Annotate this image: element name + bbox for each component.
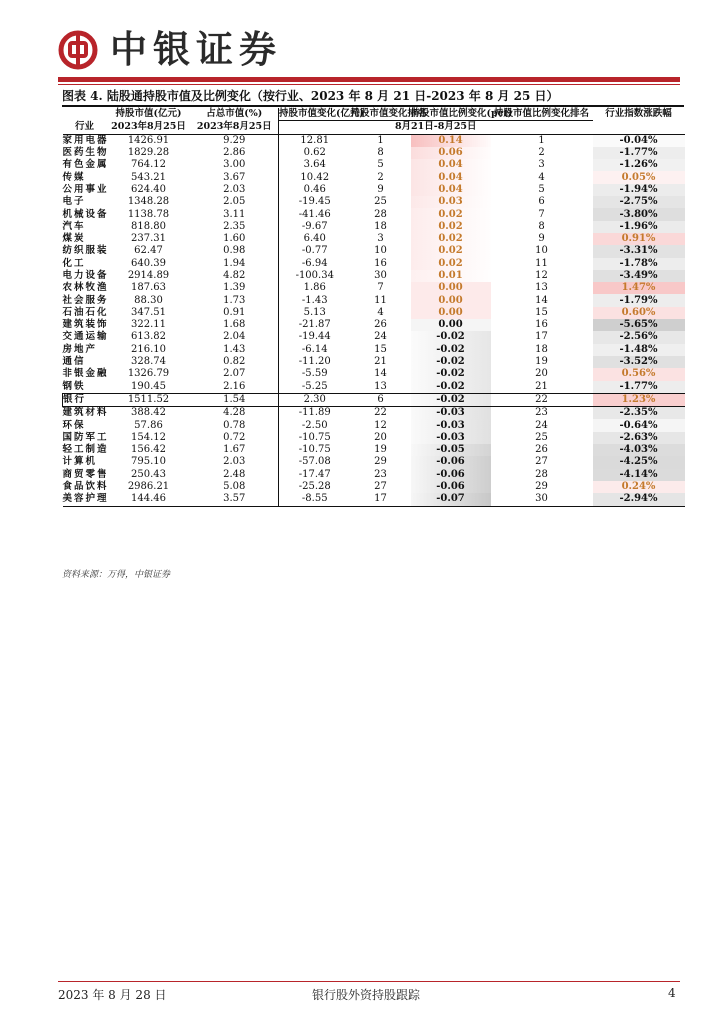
index-change-cell: -5.65% xyxy=(593,319,685,331)
industry-cell: 银行 xyxy=(63,393,107,406)
index-change-cell: -3.49% xyxy=(593,270,685,282)
ratio-change-rank-cell: 19 xyxy=(535,356,548,368)
index-change-cell: -2.63% xyxy=(593,432,685,444)
ratio-change-cell: 0.04 xyxy=(411,184,491,196)
value-change-cell: -0.77 xyxy=(279,245,351,257)
industry-cell: 纺织服装 xyxy=(62,245,109,257)
col-holding-value: 持股市值(亿元) xyxy=(115,108,182,120)
holding-value-cell: 2914.89 xyxy=(127,270,170,281)
ratio-change-cell: 0.02 xyxy=(411,258,491,270)
holding-value-cell: 1829.28 xyxy=(127,147,170,159)
share-cell: 0.91 xyxy=(223,306,246,318)
share-cell: 0.78 xyxy=(223,419,246,431)
value-change-cell: -8.55 xyxy=(279,493,351,506)
value-change-cell: 10.42 xyxy=(279,171,351,183)
value-change-rank-cell: 22 xyxy=(374,407,387,419)
holding-value-cell: 640.39 xyxy=(131,257,166,269)
holding-value-cell: 322.11 xyxy=(131,319,166,331)
holding-value-cell: 62.47 xyxy=(134,245,163,257)
value-change-cell: -11.89 xyxy=(279,407,351,420)
ratio-change-cell: -0.06 xyxy=(411,481,491,493)
index-change-cell: 0.05% xyxy=(593,171,685,183)
sub-date-range: 8月21日-8月25日 xyxy=(279,121,593,134)
ratio-change-rank-cell: 18 xyxy=(535,343,548,355)
index-change-cell: -1.26% xyxy=(593,159,685,171)
ratio-change-rank-cell: 9 xyxy=(538,233,545,245)
value-change-rank-cell: 30 xyxy=(374,270,387,281)
index-change-cell: -1.48% xyxy=(593,344,685,356)
index-change-cell: -0.04% xyxy=(593,134,685,147)
value-change-cell: -19.45 xyxy=(279,196,351,208)
industry-cell: 电子 xyxy=(62,196,86,208)
ratio-change-cell: -0.03 xyxy=(411,432,491,444)
holding-value-cell: 1138.78 xyxy=(127,208,170,220)
share-cell: 2.86 xyxy=(223,147,246,159)
sub-date-1: 2023年8月25日 xyxy=(107,121,191,134)
table-row xyxy=(63,258,685,270)
value-change-cell: 6.40 xyxy=(279,233,351,245)
ratio-change-rank-cell: 1 xyxy=(538,134,545,146)
share-cell: 3.57 xyxy=(191,493,279,506)
ratio-change-cell: -0.02 xyxy=(411,356,491,368)
index-change-cell: 0.56% xyxy=(593,368,685,380)
holding-value-cell: 216.10 xyxy=(131,343,166,355)
ratio-change-cell: -0.06 xyxy=(411,456,491,468)
col-value-change: 持股市值变化(亿元) xyxy=(279,108,364,120)
ratio-change-cell: 0.02 xyxy=(411,245,491,257)
value-change-cell: -9.67 xyxy=(279,221,351,233)
holding-value-cell: 57.86 xyxy=(134,419,163,431)
index-change-cell: -2.56% xyxy=(593,331,685,343)
value-change-cell: -10.75 xyxy=(279,432,351,444)
ratio-change-cell: -0.02 xyxy=(411,381,491,394)
industry-cell: 钢铁 xyxy=(62,380,86,392)
value-change-cell: -2.50 xyxy=(279,419,351,431)
footer-title: 银行股外资持股跟踪 xyxy=(312,988,421,1002)
industry-cell: 通信 xyxy=(62,356,86,368)
holding-value-cell: 1426.91 xyxy=(127,134,170,146)
share-cell: 1.60 xyxy=(223,233,246,245)
share-cell: 2.07 xyxy=(223,368,246,380)
industry-cell: 社会服务 xyxy=(62,294,109,306)
share-cell: 4.82 xyxy=(223,270,246,281)
table-row xyxy=(63,368,685,380)
table-row xyxy=(63,444,685,456)
value-change-rank-cell: 24 xyxy=(374,331,387,343)
value-change-rank-cell: 5 xyxy=(377,159,384,171)
industry-cell: 化工 xyxy=(62,257,86,269)
table-row xyxy=(63,331,685,343)
industry-cell: 煤炭 xyxy=(62,233,86,245)
value-change-rank-cell: 19 xyxy=(374,444,387,456)
col-ratio-change-rank: 持股市值比例变化排名 xyxy=(493,108,589,120)
source-note: 资料来源：万得，中银证券 xyxy=(62,570,171,580)
col-ratio-change: 持股市值比例变化(pct) xyxy=(410,108,513,120)
holding-value-cell: 624.40 xyxy=(131,183,166,195)
holding-value-cell: 795.10 xyxy=(131,456,166,468)
value-change-rank-cell: 6 xyxy=(351,393,411,406)
table-row xyxy=(63,419,685,431)
footer-rule xyxy=(58,981,680,982)
page-header xyxy=(0,0,724,86)
index-change-cell: 1.47% xyxy=(593,282,685,294)
ratio-change-rank-cell: 20 xyxy=(535,368,548,380)
table-row xyxy=(63,184,685,196)
value-change-rank-cell: 18 xyxy=(374,220,387,232)
value-change-cell: -17.47 xyxy=(279,469,351,481)
table-row xyxy=(63,481,685,493)
index-change-cell: -2.94% xyxy=(593,493,685,506)
ratio-change-rank-cell: 14 xyxy=(535,294,548,306)
share-cell: 2.05 xyxy=(223,196,246,208)
value-change-rank-cell: 27 xyxy=(374,481,387,493)
col-index-change: 行业指数涨跌幅 xyxy=(605,108,672,120)
value-change-rank-cell: 29 xyxy=(374,456,387,468)
industry-cell: 食品饮料 xyxy=(62,481,109,493)
ratio-change-cell: 0.06 xyxy=(411,147,491,159)
index-change-cell: -2.75% xyxy=(593,196,685,208)
holding-value-cell: 764.12 xyxy=(131,159,166,171)
header-rule-thin xyxy=(58,84,680,85)
table-row xyxy=(63,282,685,294)
share-cell: 1.39 xyxy=(223,282,246,294)
share-cell: 2.16 xyxy=(223,380,246,392)
index-change-cell: -1.77% xyxy=(593,147,685,159)
value-change-rank-cell: 9 xyxy=(377,183,384,195)
share-cell: 4.28 xyxy=(223,407,246,419)
index-change-cell: -1.78% xyxy=(593,258,685,270)
footer-date: 2023 年 8 月 28 日 xyxy=(58,988,167,1002)
share-cell: 1.73 xyxy=(223,294,246,306)
ratio-change-rank-cell: 16 xyxy=(535,319,548,331)
table-row xyxy=(63,393,685,406)
table-row xyxy=(63,270,685,282)
industry-cell: 医药生物 xyxy=(62,147,109,159)
ratio-change-cell: 0.04 xyxy=(411,171,491,183)
share-cell: 2.04 xyxy=(223,331,246,343)
ratio-change-rank-cell: 7 xyxy=(538,208,545,220)
holding-value-cell: 250.43 xyxy=(131,468,166,480)
ratio-change-rank-cell: 4 xyxy=(538,171,545,183)
table-caption: 图表 4. 陆股通持股市值及比例变化（按行业、2023 年 8 月 21 日-2023 年 8 月 25 日） xyxy=(62,89,559,103)
index-change-cell: -0.64% xyxy=(593,419,685,431)
ratio-change-rank-cell: 21 xyxy=(535,380,548,392)
ratio-change-cell: 0.04 xyxy=(411,159,491,171)
ratio-change-cell: 0.00 xyxy=(411,319,491,331)
table-row xyxy=(63,432,685,444)
holding-value-cell: 543.21 xyxy=(131,171,166,183)
value-change-cell: -100.34 xyxy=(279,270,351,282)
value-change-cell: 5.13 xyxy=(279,307,351,319)
value-change-rank-cell: 4 xyxy=(377,306,384,318)
value-change-cell: -41.46 xyxy=(279,208,351,220)
industry-cell: 汽车 xyxy=(62,220,86,232)
holding-value-cell: 1511.52 xyxy=(107,393,191,406)
index-change-cell: -1.96% xyxy=(593,221,685,233)
industry-cell: 电力设备 xyxy=(62,270,109,281)
value-change-cell: -19.44 xyxy=(279,331,351,343)
industry-cell: 传媒 xyxy=(62,171,86,183)
share-cell: 3.67 xyxy=(223,171,246,183)
share-cell: 2.48 xyxy=(223,468,246,480)
ratio-change-rank-cell: 29 xyxy=(535,481,548,493)
value-change-cell: -6.94 xyxy=(279,258,351,270)
holding-value-cell: 347.51 xyxy=(131,306,166,318)
table-row xyxy=(63,469,685,481)
index-change-cell: -4.03% xyxy=(593,444,685,456)
holding-value-cell: 154.12 xyxy=(131,431,166,443)
table-body xyxy=(63,134,685,506)
ratio-change-rank-cell: 13 xyxy=(535,282,548,294)
ratio-change-rank-cell: 25 xyxy=(535,431,548,443)
value-change-cell: -10.75 xyxy=(279,444,351,456)
value-change-cell: -6.14 xyxy=(279,344,351,356)
ratio-change-rank-cell: 27 xyxy=(535,456,548,468)
ratio-change-rank-cell: 24 xyxy=(535,419,548,431)
table-row xyxy=(63,294,685,306)
ratio-change-rank-cell: 5 xyxy=(538,183,545,195)
holding-value-cell: 144.46 xyxy=(107,493,191,506)
ratio-change-cell: 0.01 xyxy=(411,270,491,282)
holding-value-cell: 88.30 xyxy=(134,294,163,306)
share-cell: 2.03 xyxy=(223,183,246,195)
share-cell: 1.67 xyxy=(223,444,246,456)
value-change-rank-cell: 2 xyxy=(377,171,384,183)
index-change-cell: 0.60% xyxy=(593,307,685,319)
value-change-rank-cell: 1 xyxy=(377,134,384,146)
index-change-cell: -3.52% xyxy=(593,356,685,368)
ratio-change-rank-cell: 6 xyxy=(538,196,545,208)
caption-rule xyxy=(62,105,684,107)
holdings-table xyxy=(62,108,685,507)
table-row xyxy=(63,407,685,420)
table-row xyxy=(63,319,685,331)
index-change-cell: -1.94% xyxy=(593,184,685,196)
value-change-cell: 1.86 xyxy=(279,282,351,294)
table-row xyxy=(63,171,685,183)
brand-name: 中银证券 xyxy=(110,28,282,71)
index-change-cell: -1.77% xyxy=(593,381,685,394)
ratio-change-rank-cell: 3 xyxy=(538,159,545,171)
page-number: 4 xyxy=(668,986,676,1000)
industry-cell: 建筑装饰 xyxy=(62,319,109,331)
col-industry: 行业 xyxy=(63,121,107,134)
ratio-change-cell: 0.03 xyxy=(411,196,491,208)
ratio-change-cell: 0.14 xyxy=(411,134,491,147)
table-row xyxy=(63,245,685,257)
industry-cell: 有色金属 xyxy=(62,159,109,171)
table-row xyxy=(63,356,685,368)
industry-cell: 非银金融 xyxy=(62,368,109,380)
value-change-rank-cell: 25 xyxy=(374,196,387,208)
value-change-rank-cell: 20 xyxy=(374,431,387,443)
sub-date-2: 2023年8月25日 xyxy=(191,121,279,134)
share-cell: 1.94 xyxy=(223,257,246,269)
industry-cell: 农林牧渔 xyxy=(62,282,109,294)
table-row xyxy=(63,134,685,147)
index-change-cell: -4.25% xyxy=(593,456,685,468)
ratio-change-cell: 0.00 xyxy=(411,282,491,294)
holding-value-cell: 388.42 xyxy=(131,407,166,419)
ratio-change-rank-cell: 22 xyxy=(491,393,593,406)
holding-value-cell: 237.31 xyxy=(131,233,166,245)
holding-value-cell: 2986.21 xyxy=(127,481,170,493)
index-change-cell: -2.35% xyxy=(593,407,685,420)
ratio-change-cell: -0.02 xyxy=(411,331,491,343)
index-change-cell: -3.31% xyxy=(593,245,685,257)
table-row xyxy=(63,344,685,356)
holding-value-cell: 1348.28 xyxy=(127,196,170,208)
value-change-rank-cell: 15 xyxy=(374,343,387,355)
value-change-rank-cell: 10 xyxy=(374,245,387,257)
industry-cell: 商贸零售 xyxy=(62,468,109,480)
ratio-change-cell: -0.05 xyxy=(411,444,491,456)
ratio-change-cell: -0.03 xyxy=(411,419,491,431)
value-change-cell: 3.64 xyxy=(279,159,351,171)
ratio-change-cell: 0.00 xyxy=(411,307,491,319)
value-change-rank-cell: 26 xyxy=(374,319,387,331)
ratio-change-cell: 0.02 xyxy=(411,233,491,245)
ratio-change-rank-cell: 8 xyxy=(538,220,545,232)
ratio-change-cell: -0.02 xyxy=(411,393,491,406)
ratio-change-rank-cell: 17 xyxy=(535,331,548,343)
industry-cell: 房地产 xyxy=(62,343,98,355)
ratio-change-rank-cell: 10 xyxy=(535,245,548,257)
industry-cell: 轻工制造 xyxy=(62,444,109,456)
value-change-cell: -57.08 xyxy=(279,456,351,468)
industry-cell: 公用事业 xyxy=(62,183,109,195)
share-cell: 3.11 xyxy=(223,208,246,220)
value-change-cell: -11.20 xyxy=(279,356,351,368)
value-change-cell: -5.59 xyxy=(279,368,351,380)
ratio-change-cell: -0.07 xyxy=(411,493,491,506)
share-cell: 2.35 xyxy=(223,220,246,232)
industry-cell: 家用电器 xyxy=(62,134,109,146)
industry-cell: 交通运输 xyxy=(62,331,109,343)
table-row xyxy=(63,493,685,506)
table-row xyxy=(63,381,685,394)
ratio-change-rank-cell: 26 xyxy=(535,444,548,456)
value-change-rank-cell: 16 xyxy=(374,257,387,269)
index-change-cell: -3.80% xyxy=(593,208,685,220)
holding-value-cell: 1326.79 xyxy=(127,368,170,380)
share-cell: 1.54 xyxy=(191,393,279,406)
ratio-change-rank-cell: 28 xyxy=(535,468,548,480)
index-change-cell: 0.24% xyxy=(593,481,685,493)
table-row xyxy=(63,147,685,159)
ratio-change-rank-cell: 15 xyxy=(535,306,548,318)
table-row xyxy=(63,233,685,245)
ratio-change-rank-cell: 30 xyxy=(491,493,593,506)
share-cell: 0.72 xyxy=(223,431,246,443)
share-cell: 0.82 xyxy=(223,356,246,368)
value-change-cell: -21.87 xyxy=(279,319,351,331)
share-cell: 2.03 xyxy=(223,456,246,468)
share-cell: 3.00 xyxy=(223,159,246,171)
share-cell: 1.43 xyxy=(223,343,246,355)
ratio-change-rank-cell: 11 xyxy=(535,257,548,269)
value-change-cell: 2.30 xyxy=(279,393,351,406)
value-change-rank-cell: 11 xyxy=(374,294,387,306)
industry-cell: 石油石化 xyxy=(62,306,109,318)
share-cell: 1.68 xyxy=(223,319,246,331)
ratio-change-cell: -0.06 xyxy=(411,469,491,481)
table-row xyxy=(63,456,685,468)
holding-value-cell: 187.63 xyxy=(131,282,166,294)
value-change-rank-cell: 14 xyxy=(374,368,387,380)
col-value-change-rank: 持股市值变化排名 xyxy=(350,108,427,120)
ratio-change-cell: 0.02 xyxy=(411,208,491,220)
holding-value-cell: 156.42 xyxy=(131,444,166,456)
industry-cell: 环保 xyxy=(62,419,86,431)
holding-value-cell: 818.80 xyxy=(131,220,166,232)
holding-value-cell: 328.74 xyxy=(131,356,166,368)
table-row xyxy=(63,208,685,220)
header-rule xyxy=(58,77,680,82)
holding-value-cell: 190.45 xyxy=(131,380,166,392)
ratio-change-cell: -0.02 xyxy=(411,344,491,356)
value-change-rank-cell: 13 xyxy=(374,380,387,392)
col-share-of-cap: 占总市值(%) xyxy=(206,108,263,120)
industry-cell: 美容护理 xyxy=(62,493,109,505)
index-change-cell: 1.23% xyxy=(593,393,685,406)
industry-cell: 计算机 xyxy=(62,456,98,468)
ratio-change-rank-cell: 12 xyxy=(535,270,548,281)
value-change-rank-cell: 7 xyxy=(377,282,384,294)
value-change-cell: -5.25 xyxy=(279,381,351,394)
ratio-change-cell: -0.02 xyxy=(411,368,491,380)
ratio-change-rank-cell: 2 xyxy=(538,147,545,159)
ratio-change-rank-cell: 23 xyxy=(535,407,548,419)
value-change-rank-cell: 23 xyxy=(374,468,387,480)
table-row xyxy=(63,221,685,233)
value-change-rank-cell: 21 xyxy=(374,356,387,368)
value-change-rank-cell: 3 xyxy=(377,233,384,245)
industry-cell: 国防军工 xyxy=(62,431,109,443)
share-cell: 9.29 xyxy=(223,134,246,146)
industry-cell: 机械设备 xyxy=(62,208,109,220)
ratio-change-cell: -0.03 xyxy=(411,407,491,420)
value-change-cell: 0.62 xyxy=(279,147,351,159)
value-change-rank-cell: 28 xyxy=(374,208,387,220)
holding-value-cell: 613.82 xyxy=(131,331,166,343)
share-cell: 0.98 xyxy=(223,245,246,257)
value-change-rank-cell: 12 xyxy=(374,419,387,431)
value-change-cell: 12.81 xyxy=(279,134,351,147)
bank-of-china-logo-icon xyxy=(58,30,98,70)
index-change-cell: -4.14% xyxy=(593,469,685,481)
table-row xyxy=(63,196,685,208)
value-change-rank-cell: 8 xyxy=(377,147,384,159)
table-row xyxy=(63,307,685,319)
index-change-cell: -1.79% xyxy=(593,294,685,306)
value-change-cell: 0.46 xyxy=(279,184,351,196)
ratio-change-cell: 0.02 xyxy=(411,221,491,233)
ratio-change-cell: 0.00 xyxy=(411,294,491,306)
value-change-cell: -25.28 xyxy=(279,481,351,493)
value-change-rank-cell: 17 xyxy=(351,493,411,506)
index-change-cell: 0.91% xyxy=(593,233,685,245)
value-change-cell: -1.43 xyxy=(279,294,351,306)
share-cell: 5.08 xyxy=(223,481,246,493)
table-row xyxy=(63,159,685,171)
industry-cell: 建筑材料 xyxy=(62,407,109,419)
